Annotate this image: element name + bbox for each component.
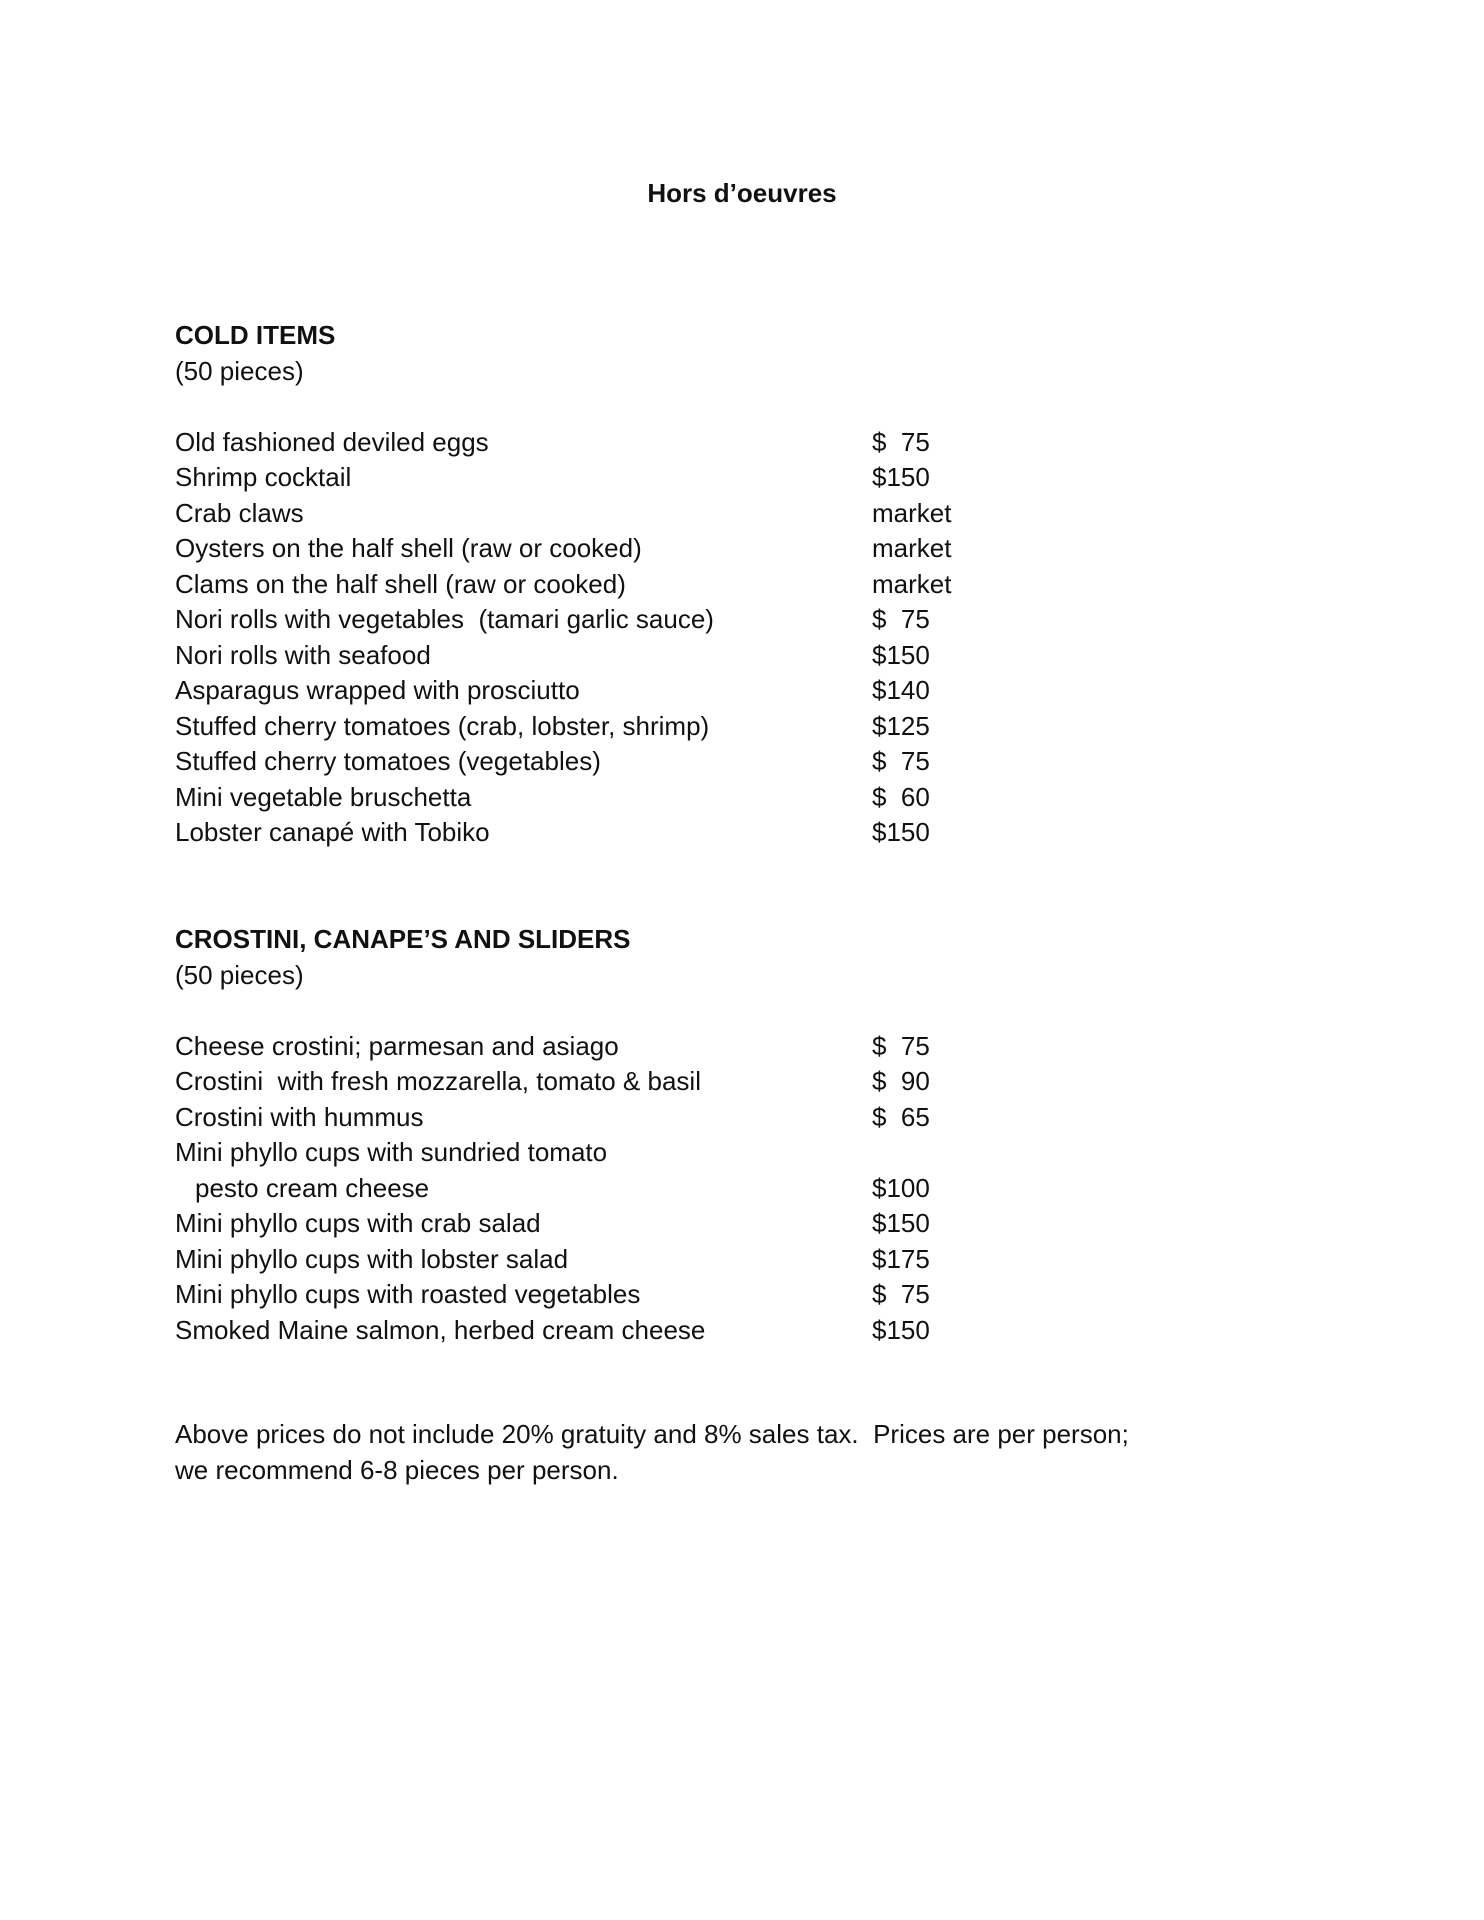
pricing-note-line-1: Above prices do not include 20% gratuity and 8% sales tax. Prices are per person;: [175, 1419, 1129, 1449]
item-price: $150: [872, 1314, 930, 1345]
item-name: Nori rolls with vegetables (tamari garlic sauce): [175, 604, 714, 634]
menu-item: [175, 531, 1325, 567]
menu-item: [175, 496, 1325, 532]
item-name: Asparagus wrapped with prosciutto: [175, 675, 580, 705]
item-name: Cheese crostini; parmesan and asiago: [175, 1030, 619, 1061]
item-name: Crostini with fresh mozzarella, tomato & basil: [175, 1066, 701, 1096]
crostini-section: [175, 922, 1325, 1348]
cold-items-heading: COLD ITEMS: [175, 320, 336, 350]
item-price: $ 75: [872, 426, 930, 457]
menu-item: [175, 1242, 1325, 1278]
item-name: Stuffed cherry tomatoes (crab, lobster, shrimp): [175, 710, 710, 741]
item-name: pesto cream cheese: [195, 1172, 430, 1203]
menu-item: [175, 460, 1325, 496]
item-price: market: [872, 533, 952, 563]
item-price: [872, 1135, 992, 1171]
menu-item: [175, 1135, 1325, 1171]
item-price: $150: [872, 817, 930, 847]
item-name: Oysters on the half shell (raw or cooked): [175, 533, 642, 563]
item-name: Mini phyllo cups with roasted vegetables: [175, 1279, 641, 1309]
item-name: Stuffed cherry tomatoes (vegetables): [175, 746, 601, 776]
item-name: Mini phyllo cups with crab salad: [175, 1208, 541, 1238]
item-price: $150: [872, 639, 930, 670]
menu-item: [175, 1064, 1325, 1100]
menu-item: [175, 709, 1325, 745]
item-name: Old fashioned deviled eggs: [175, 426, 489, 457]
menu-item: [175, 744, 1325, 780]
menu-item: [175, 638, 1325, 674]
item-name: Mini vegetable bruschetta: [175, 781, 472, 812]
crostini-quantity: (50 pieces): [175, 959, 304, 990]
cold-items-section: [175, 318, 1325, 851]
item-price: market: [872, 497, 952, 528]
page-title: Hors d’oeuvres: [647, 178, 837, 208]
item-name: Clams on the half shell (raw or cooked): [175, 568, 626, 599]
pricing-note: [175, 1417, 1325, 1488]
menu-item: [175, 815, 1325, 851]
item-price: $ 75: [872, 746, 930, 776]
item-price: $ 60: [872, 781, 930, 812]
item-price: $125: [872, 710, 930, 741]
item-price: $ 65: [872, 1101, 930, 1132]
item-name: Smoked Maine salmon, herbed cream cheese: [175, 1314, 706, 1345]
item-price: $ 75: [872, 604, 930, 634]
pricing-note-line-2: we recommend 6-8 pieces per person.: [175, 1454, 619, 1485]
item-name: Mini phyllo cups with lobster salad: [175, 1243, 569, 1274]
item-price: $150: [872, 1208, 930, 1238]
menu-item: [175, 425, 1325, 461]
item-price: $100: [872, 1172, 930, 1203]
menu-item: [175, 1206, 1325, 1242]
item-name: Shrimp cocktail: [175, 462, 352, 492]
menu-item: [175, 1277, 1325, 1313]
item-price: $140: [872, 675, 930, 705]
menu-item: [175, 567, 1325, 603]
cold-items-quantity: (50 pieces): [175, 355, 304, 386]
menu-item: [175, 1313, 1325, 1349]
item-price: $150: [872, 462, 930, 492]
item-price: $175: [872, 1243, 930, 1274]
item-price: $ 75: [872, 1030, 930, 1061]
item-name: Crab claws: [175, 497, 304, 528]
item-price: $ 90: [872, 1066, 930, 1096]
cold-items-list: [175, 425, 1325, 851]
menu-item: [175, 1029, 1325, 1065]
item-price: market: [872, 568, 952, 599]
menu-item: [175, 602, 1325, 638]
item-name: Crostini with hummus: [175, 1101, 424, 1132]
item-name: Mini phyllo cups with sundried tomato: [175, 1137, 608, 1167]
menu-item-continuation: [175, 1171, 1325, 1207]
item-name: Nori rolls with seafood: [175, 639, 431, 670]
menu-item: [175, 673, 1325, 709]
crostini-heading: CROSTINI, CANAPE’S AND SLIDERS: [175, 924, 631, 954]
crostini-items-list: [175, 1029, 1325, 1349]
menu-item: [175, 780, 1325, 816]
menu-item: [175, 1100, 1325, 1136]
item-price: $ 75: [872, 1279, 930, 1309]
item-name: Lobster canapé with Tobiko: [175, 817, 490, 847]
